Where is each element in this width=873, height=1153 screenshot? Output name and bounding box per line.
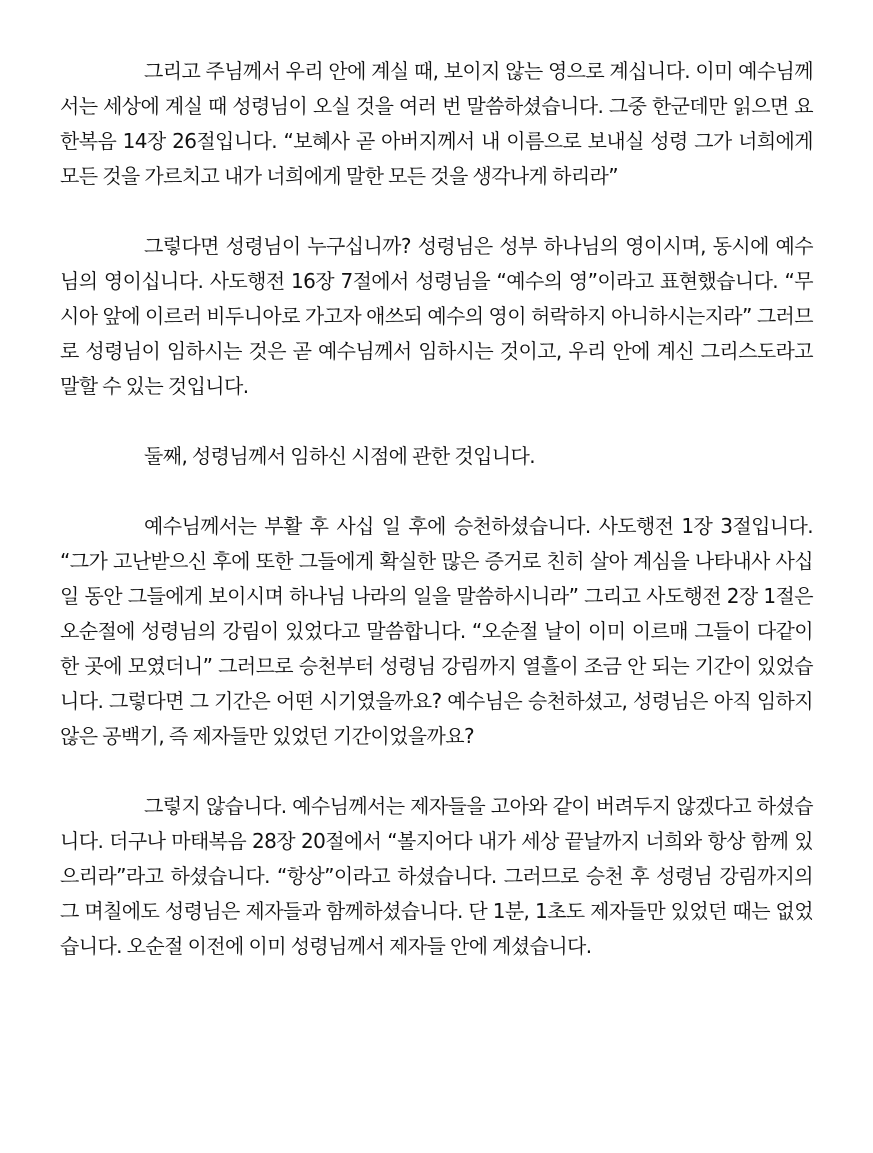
paragraph-1: 그리고 주님께서 우리 안에 계실 때, 보이지 않는 영으로 계십니다. 이미 예수님께서는 세상에 계실 때 성령님이 오실 것을 여러 번 말씀하셨습니다. 그중 한군데만 읽으면 요한복음 14장 26절입니다. “보혜사 곧 아버지께서 내 이름으로 보내실 성령 그가 너희에게 모든 것을 가르치고 내가 너희에게 말한 모든 것을 생각나게 하리라”	[60, 59, 813, 188]
paragraph-3: 둘째, 성령님께서 임하신 시점에 관한 것입니다.	[144, 444, 535, 468]
paragraph-4: 예수님께서는 부활 후 사십 일 후에 승천하셨습니다. 사도행전 1장 3절입니다. “그가 고난받으신 후에 또한 그들에게 확실한 많은 증거로 친히 살아 계심을 나타내사 사십 일 동안 그들에게 보이시며 하나님 나라의 일을 말씀하시니라” 그리고 사도행전 2장 1절은 오순절에 성령님의 강림이 있었다고 말씀합니다. “오순절 날이 이미 이르매 그들이 다같이 한 곳에 모였더니” 그러므로 승천부터 성령님 강림까지 열흘이 조금 안 되는 기간이 있었습니다. 그렇다면 그 기간은 어떤 시기였을까요? 예수님은 승천하셨고, 성령님은 아직 임하지 않은 공백기, 즉 제자들만 있었던 기간이었을까요?	[60, 514, 813, 748]
paragraph-5: 그렇지 않습니다. 예수님께서는 제자들을 고아와 같이 버려두지 않겠다고 하셨습니다. 더구나 마태복음 28장 20절에서 “볼지어다 내가 세상 끝날까지 너희와 항상 함께 있으리라”라고 하셨습니다. “항상”이라고 하셨습니다. 그러므로 승천 후 성령님 강림까지의 그 며칠에도 성령님은 제자들과 함께하셨습니다. 단 1분, 1초도 제자들만 있었던 때는 없었습니다. 오순절 이전에 이미 성령님께서 제자들 안에 계셨습니다.	[60, 794, 813, 958]
paragraph-2: 그렇다면 성령님이 누구십니까? 성령님은 성부 하나님의 영이시며, 동시에 예수님의 영이십니다. 사도행전 16장 7절에서 성령님을 “예수의 영”이라고 표현했습니다. “무시아 앞에 이르러 비두니아로 가고자 애쓰되 예수의 영이 허락하지 아니하시는지라” 그러므로 성령님이 임하시는 것은 곧 예수님께서 임하시는 것이고, 우리 안에 계신 그리스도라고 말할 수 있는 것입니다.	[60, 234, 813, 398]
